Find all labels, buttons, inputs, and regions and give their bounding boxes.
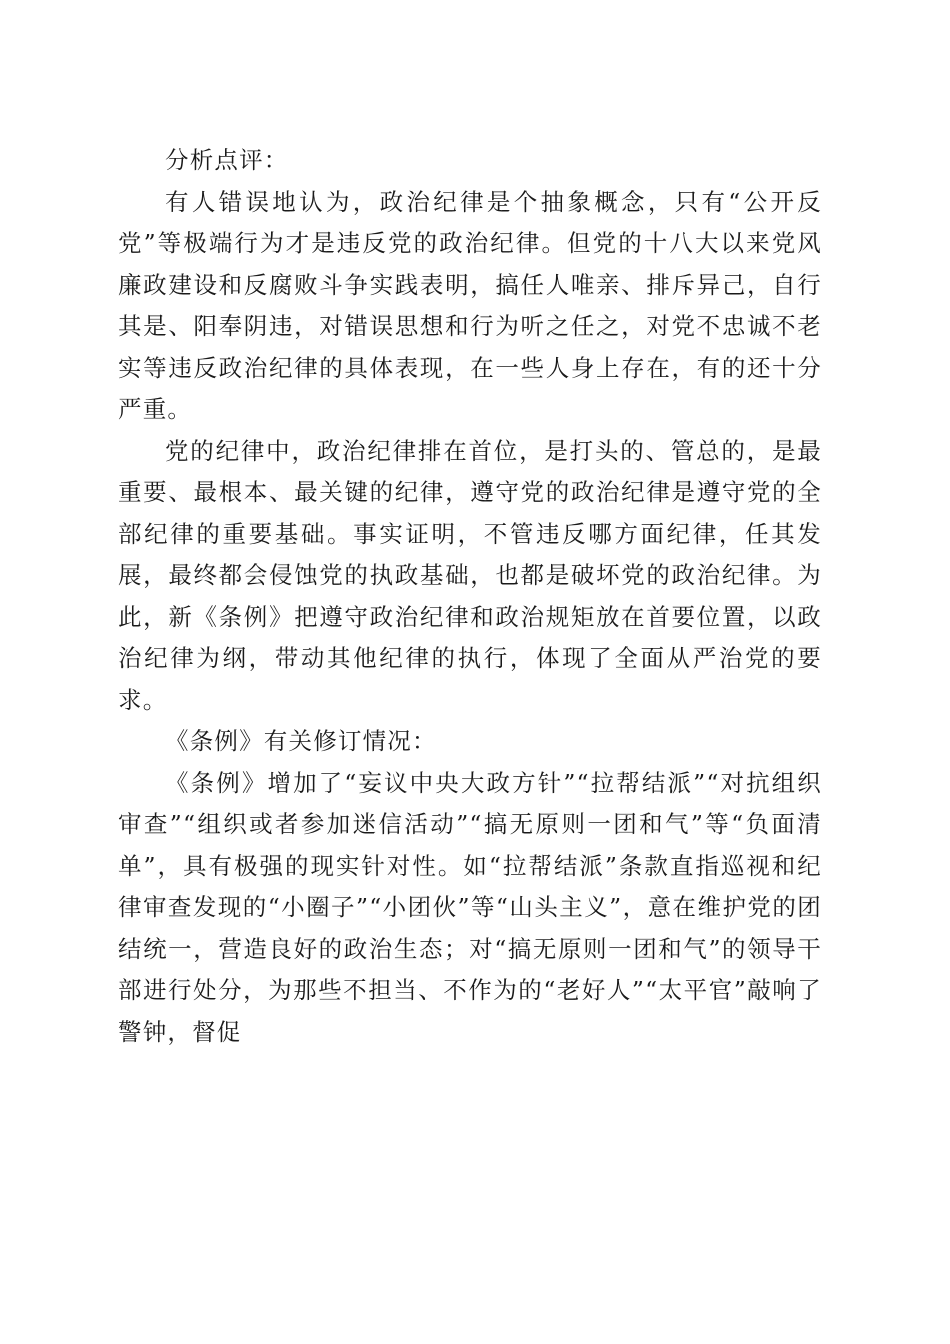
paragraph-political-discipline: 党的纪律中，政治纪律排在首位，是打头的、管总的，是最重要、最根本、最关键的纪律，遵守党的政治纪律是遵守党的全部纪律的重要基础。事实证明，不管违反哪方面纪律，任其发展，最终都会侵蚀党的执政基础，也都是破坏党的政治纪律。为此，新《条例》把遵守政治纪律和政治规矩放在首要位置，以政治纪律为纲，带动其他纪律的执行，体现了全面从严治党的要求。 (118, 436, 822, 714)
document-page (118, 140, 822, 1053)
section-heading-analysis: 分析点评： (165, 146, 289, 174)
paragraph-misconception: 有人错误地认为，政治纪律是个抽象概念，只有“公开反党”等极端行为才是违反党的政治纪律。但党的十八大以来党风廉政建设和反腐败斗争实践表明，搞任人唯亲、排斥异己，自行其是、阳奉阴违，对错误思想和行为听之任之，对党不忠诚不老实等违反政治纪律的具体表现，在一些人身上存在，有的还十分严重。 (118, 187, 822, 423)
paragraph-revision-details: 《条例》增加了“妄议中央大政方针”“拉帮结派”“对抗组织审查”“组织或者参加迷信活动”“搞无原则一团和气”等“负面清单”，具有极强的现实针对性。如“拉帮结派”条款直指巡视和纪律审查发现的“小圈子”“小团伙”等“山头主义”，意在维护党的团结统一，营造良好的政治生态；对“搞无原则一团和气”的领导干部进行处分，为那些不担当、不作为的“老好人”“太平官”敲响了警钟，督促 (118, 768, 822, 1046)
section-heading-revision: 《条例》有关修订情况： (165, 727, 437, 755)
